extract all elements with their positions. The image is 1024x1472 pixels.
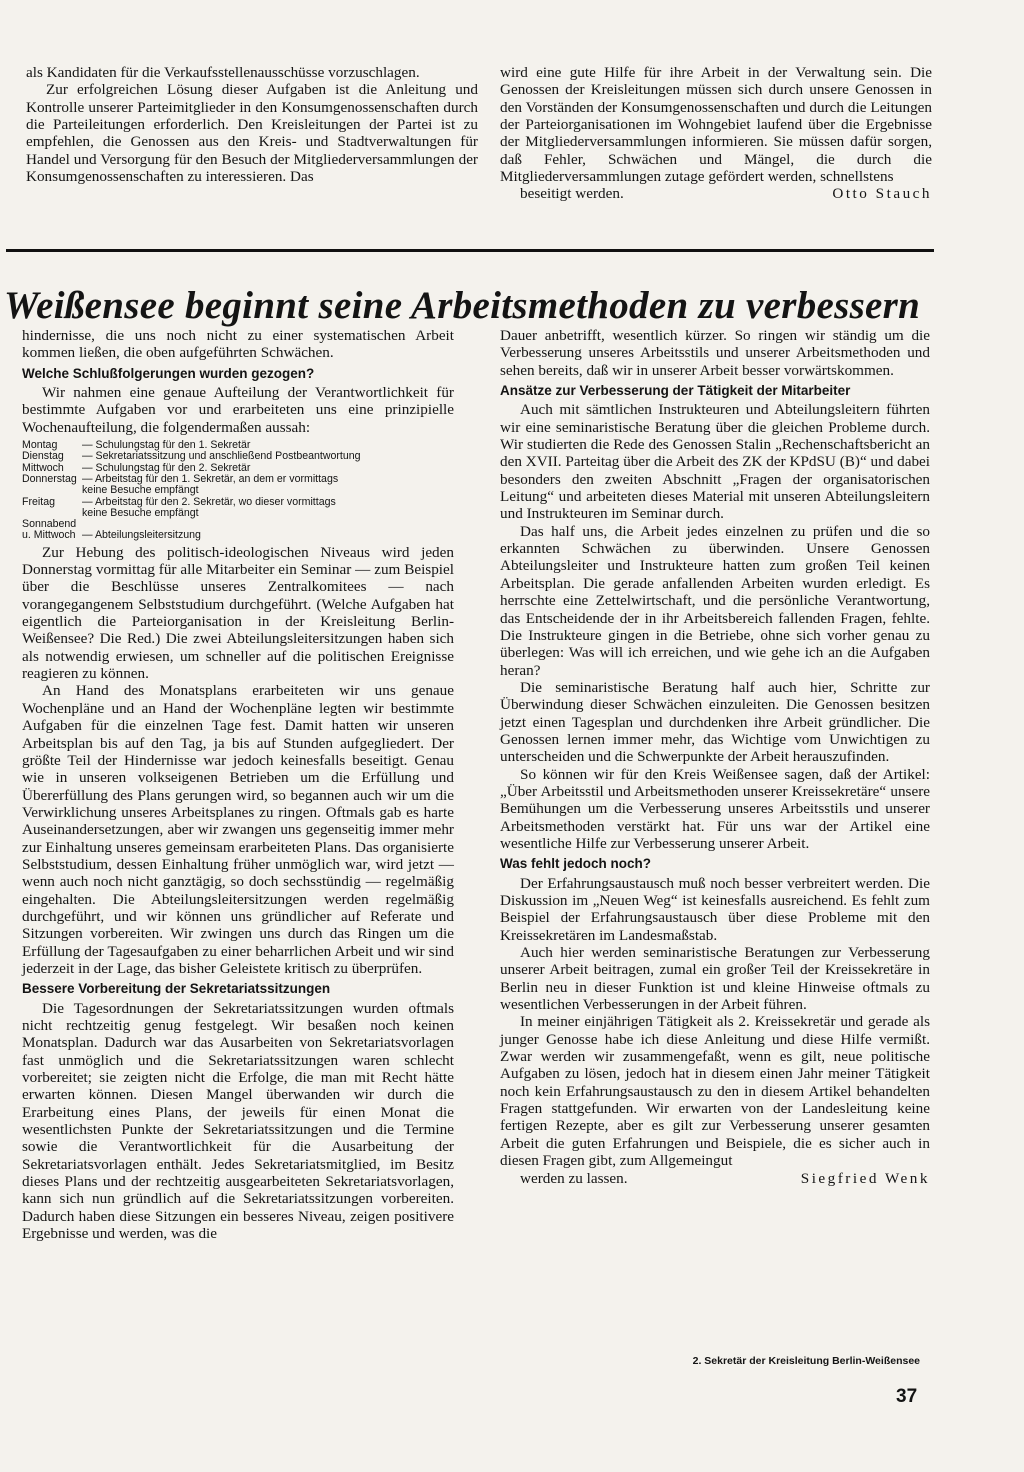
author-name: Siegfried Wenk xyxy=(800,1169,930,1187)
section-heading: Welche Schlußfolgerungen wurden gezogen? xyxy=(22,365,315,381)
schedule-day: Dienstag xyxy=(22,450,64,463)
schedule-task: — Schulungstag für den 2. Sekretär xyxy=(82,461,251,474)
closing-text: werden zu lassen. xyxy=(520,1169,628,1187)
paragraph: Auch mit sämtlichen Instrukteuren und Abteilungsleitern führten wir eine seminaristische Beratung über die gleichen Probleme durch. Wir studierten die Rede des Genossen Stalin „Rechenschaftsbericht an den XVII. Parteitag über die Arbeit des ZK der KPdSU (B)“ und dabei besonders den zweiten Abschnitt „Fragen der organisatorischen Leitung“ und arbeiteten dieses Material mit unseren Abteilungsleitern und Instrukteuren im Seminar durch. xyxy=(500,401,930,523)
paragraph: Der Erfahrungsaustausch muß noch besser verbreitert werden. Die Diskussion im „Neuen Weg“ ist keinesfalls ausreichend. Es fehlt zum Beispiel der Erfahrungsaustausch über diese Probleme mit den Kreissekretären im Landesmaßstab. xyxy=(500,874,930,944)
schedule-day: Sonnabend u. Mittwoch xyxy=(22,518,77,542)
paragraph: Die seminaristische Beratung half auch hier, Schritte zur Überwindung dieser Schwächen einzuleiten. Die Genossen besitzen jetzt einen Tagesplan und durchdenken ihre Arbeit gründlicher. Die Genossen lernen immer mehr, das Wichtige vom Unwichtigen zu unterscheiden und die Schwerpunkte der Arbeit herauszufinden. xyxy=(500,678,930,766)
top-left-column xyxy=(26,64,478,185)
paragraph: als Kandidaten für die Verkaufsstellenausschüsse vorzuschlagen. xyxy=(26,64,420,81)
author-name: Otto Stauch xyxy=(832,185,932,203)
paragraph: In meiner einjährigen Tätigkeit als 2. Kreissekretär und gerade als junger Genosse habe ich diese Anleitung und diese Hilfe vermißt. Zwar werden wir zusammengefaßt, wenn es gilt, neue politische Aufgaben zu lösen, jedoch hat in diesem einen Jahr meiner Tätigkeit noch kein Erfahrungsaustausch zu den in diesem Artikel behandelten Fragen stattgefunden. Wir erwarten von der Landesleitung keine fertigen Rezepte, aber es gilt zur Verbesserung unserer gesamten Arbeit die guten Erfahrungen und Beispiele, die es sicher auch in diesen Fragen gibt, zum Allgemeingut xyxy=(500,1013,930,1170)
section-heading: Ansätze zur Verbesserung der Tätigkeit der Mitarbeiter xyxy=(500,383,851,399)
paragraph: Auch hier werden seminaristische Beratungen zur Verbesserung unserer Arbeit beitragen, zumal ein großer Teil der Kreissekretäre in Berlin neu in dieser Funktion ist und kleine Hinweise oftmals zu wesentlichen Verbesserungen in der Arbeit führen. xyxy=(500,944,930,1014)
schedule-task: — Schulungstag für den 1. Sekretär xyxy=(82,439,251,452)
article-headline: Weißensee beginnt seine Arbeitsmethoden zu verbessern xyxy=(4,284,921,327)
schedule-task: — Arbeitstag für den 1. Sekretär, an dem er vormittags keine Besuche empfängt xyxy=(82,472,339,497)
schedule-row xyxy=(22,451,454,462)
schedule-row xyxy=(22,497,454,520)
schedule-row xyxy=(22,474,454,497)
closing-text: beseitigt werden. xyxy=(520,185,624,203)
paragraph: Das half uns, die Arbeit jedes einzelnen zu prüfen und die so erkannten Schwächen zu überwinden. Unsere Genossen Abteilungsleiter und Instrukteure hatten zum großen Teil keinen Arbeitsplan. Die gerade anfallenden Arbeiten wurden erledigt. Es herrschte eine Zettelwirtschaft, und die persönliche Verantwortung, das Entscheidende der in ihr Arbeitsbereich fallenden Fragen, fehlte. Die Instrukteure gingen in die Betriebe, ohne sich vorher genau zu überlegen: Was will ich erreichen, und wie gehe ich an die Aufgaben heran? xyxy=(500,522,930,679)
section-heading: Was fehlt jedoch noch? xyxy=(500,856,652,872)
paragraph: hindernisse, die uns noch nicht zu einer systematischen Arbeit kommen ließen, die oben aufgeführten Schwächen. xyxy=(22,327,454,362)
paragraph: Dauer anbetrifft, wesentlich kürzer. So ringen wir ständig um die Verbesserung unseres Arbeitsstils und unserer Arbeitsmethoden und sehen bereits, daß wir in unserer Arbeit besser vorwärtskommen. xyxy=(500,327,930,379)
schedule-day: Mittwoch xyxy=(22,461,64,474)
author-caption: 2. Sekretär der Kreisleitung Berlin-Weißensee xyxy=(692,1355,920,1367)
top-right-column xyxy=(500,64,932,203)
paragraph: An Hand des Monatsplans erarbeiteten wir uns genaue Wochenpläne und an Hand der Wochenpläne legten wir bestimmte Aufgaben für die einzelnen Tage fest. Damit hatten wir unseren Arbeitsplan bis auf den Tag, ja bis auf Stunden aufgegliedert. Der größte Teil der Hindernisse war jedoch keinesfalls beseitigt. Genau wie in unseren volkseigenen Betrieben um die Erfüllung und Übererfüllung des Plans gerungen wird, so begannen auch wir um die Verwirklichung unseres Arbeitsplanes zu ringen. Oftmals gab es harte Auseinandersetzungen, aber wir zwangen uns gegenseitig immer mehr zur Einhaltung unseres gemeinsam erarbeiteten Plans. Das organisierte Selbststudium, dessen Einhaltung früher unmöglich war, wird jetzt — wenn auch noch nicht ganztägig, so doch sechsstündig — regelmäßig eingehalten. Die Abteilungsleitersitzungen werden regelmäßig durchgeführt, und wir können uns gründlicher auf Referate und Sitzungen vorbereiten. Wir zwingen uns durch das Ringen um die Erfüllung der Tagesaufgaben zu einer beharrlichen Arbeit und wir sind jederzeit in der Lage, das bisher Geleistete kritisch zu überprüfen. xyxy=(22,682,454,977)
schedule-day: Montag xyxy=(22,439,58,452)
schedule-day: Freitag xyxy=(22,495,55,508)
schedule-day: Donnerstag xyxy=(22,472,77,485)
paragraph: Die Tagesordnungen der Sekretariatssitzungen wurden oftmals nicht rechtzeitig genug festgelegt. Wir besaßen noch keinen Monatsplan. Dadurch war das Ausarbeiten von Sekretariatsvorlagen fast unmöglich und die Sekretariatssitzungen waren schlecht vorbereitet; sie zeigten nicht die Erfolge, die man mit Recht hätte erwarten können. Diesen Mangel überwanden wir durch die Erarbeitung eines Plans, der jeweils für einen Monat die wesentlichsten Punkte der Sekretariatssitzungen und die Termine sowie die Verantwortlichkeit für die Ausarbeitung der Sekretariatsvorlagen enthält. Jedes Sekretariatsmitglied, im Besitz dieses Plans und der rechtzeitig ausgearbeiteten Sekretariatsvorlagen, kann sich nun gründlich auf die Sekretariatssitzungen vorbereiten. Dadurch haben diese Sitzungen ein besseres Niveau, zeigen positivere Ergebnisse und werden, was die xyxy=(22,999,454,1243)
paragraph: Zur Hebung des politisch-ideologischen Niveaus wird jeden Donnerstag vormittag für alle Mitarbeiter ein Seminar — zum Beispiel über die Beschlüsse unseres Zentralkomitees — nach vorangegangenem Selbststudium durchgeführt. (Welche Aufgaben hat eigentlich die Parteiorganisation in der Kreisleitung Berlin-Weißensee? Die Red.) Die zwei Abteilungsleitersitzungen haben sich als notwendig erwiesen, um schneller auf die politischen Ereignisse reagieren zu können. xyxy=(22,543,454,683)
schedule-task: — Sekretariatssitzung und anschließend Postbeantwortung xyxy=(82,450,361,463)
schedule-row xyxy=(22,519,454,542)
schedule-task: — Abteilungsleitersitzung xyxy=(82,529,201,542)
right-column xyxy=(500,327,930,1187)
paragraph: wird eine gute Hilfe für ihre Arbeit in der Verwaltung sein. Die Genossen der Kreisleitungen müssen sich durch unsere Genossen in den Vorständen der Konsumgenossenschaften und durch die Leitungen der Parteiorganisationen im Wohngebiet laufend über die Ergebnisse der Mitgliederversammlungen informieren. Sie müssen dafür sorgen, daß Fehler, Schwächen und Mängel, die durch die Mitgliederversammlungen zutage gefördert werden, schnellstens xyxy=(500,64,932,186)
schedule-task: — Arbeitstag für den 2. Sekretär, wo dieser vormittags keine Besuche empfängt xyxy=(82,495,336,519)
paragraph: Zur erfolgreichen Lösung dieser Aufgaben ist die Anleitung und Kontrolle unserer Parteimitglieder in den Konsumgenossenschaften durch die Parteileitungen erforderlich. Den Kreisleitungen der Partei ist zu empfehlen, die Genossen aus den Kreis- und Stadtverwaltungen für Handel und Versorgung für den Besuch der Mitgliederversammlungen der Konsumgenossenschaften zu interessieren. Das xyxy=(26,81,478,186)
section-heading: Bessere Vorbereitung der Sekretariatssitzungen xyxy=(22,981,331,997)
page-number: 37 xyxy=(896,1386,918,1407)
paragraph: So können wir für den Kreis Weißensee sagen, daß der Artikel: „Über Arbeitsstil und Arbeitsmethoden unserer Kreissekretäre“ unsere Bemühungen um die Verbesserung unseres Arbeitsstils und unserer Arbeitsmethoden verstärkt hat. Für uns war der Artikel eine wesentliche Hilfe zur Verbesserung unserer Arbeit. xyxy=(500,765,930,852)
signature-line xyxy=(500,1170,930,1187)
left-column xyxy=(22,327,454,1242)
signature-line xyxy=(500,185,932,202)
section-divider xyxy=(6,249,934,252)
weekly-schedule xyxy=(22,440,454,542)
paragraph: Wir nahmen eine genaue Aufteilung der Verantwortlichkeit für bestimmte Aufgaben vor und erarbeiteten uns eine prinzipielle Wochenaufteilung, die folgendermaßen aussah: xyxy=(22,384,454,436)
